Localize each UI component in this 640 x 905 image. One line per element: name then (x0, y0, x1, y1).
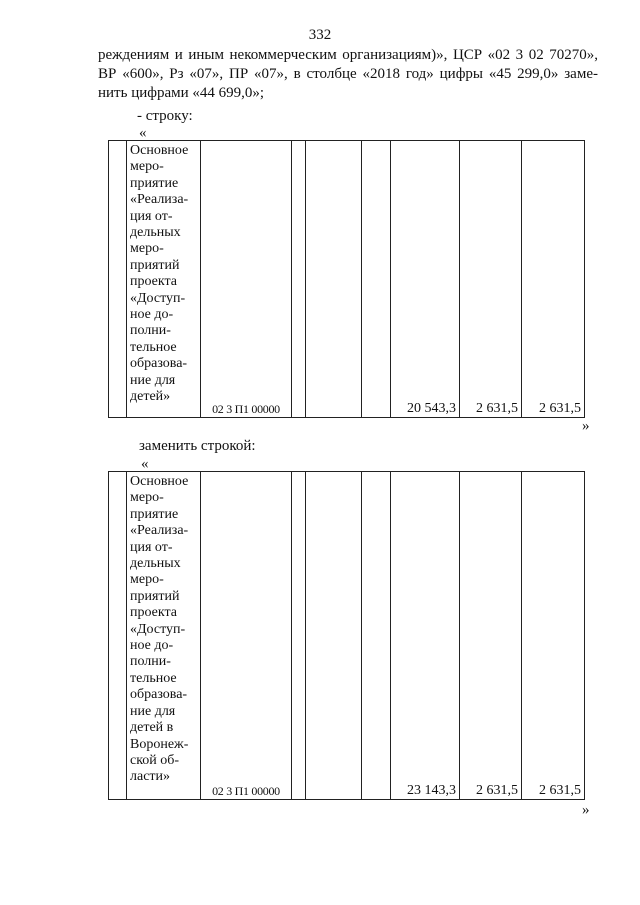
description-line: ние для (130, 703, 176, 719)
table-row (109, 472, 585, 800)
description-cell (127, 472, 201, 800)
empty-cell (362, 472, 391, 800)
description-line: Основное (130, 474, 189, 489)
opening-quote: « (141, 456, 149, 472)
description-line: дельных (130, 225, 181, 241)
value-2018-cell: 23 143,3 (391, 472, 460, 800)
closing-quote: » (582, 802, 590, 818)
description-line: ласти» (130, 769, 171, 785)
description-line: «Доступ- (130, 621, 186, 637)
description-line: приятие (130, 175, 179, 191)
empty-cell (292, 472, 306, 800)
value-2019-cell: 2 631,5 (460, 141, 522, 418)
intro-line: нить цифрами «44 699,0»; (98, 85, 265, 101)
description-line: ской об- (130, 752, 180, 768)
description-line: полни- (130, 654, 171, 670)
empty-cell (362, 141, 391, 418)
description-line: проекта (130, 274, 177, 290)
description-line: приятий (130, 257, 180, 273)
description-line: полни- (130, 323, 171, 339)
description-line: детей» (130, 389, 171, 405)
opening-quote: « (139, 125, 147, 141)
intro-paragraph (98, 46, 598, 103)
value-2020-cell: 2 631,5 (522, 141, 585, 418)
old-row-table (108, 140, 585, 418)
description-cell (127, 141, 201, 418)
description-line: ное до- (130, 307, 174, 323)
value-2020-cell: 2 631,5 (522, 472, 585, 800)
description-line: меро- (130, 241, 164, 257)
empty-cell (109, 472, 127, 800)
new-row-table (108, 471, 585, 800)
empty-cell (306, 141, 362, 418)
description-line: образова- (130, 687, 188, 703)
description-line: «Доступ- (130, 290, 186, 306)
page-number: 332 (308, 27, 332, 43)
description-line: меро- (130, 490, 164, 506)
empty-cell (109, 141, 127, 418)
value-2019-cell: 2 631,5 (460, 472, 522, 800)
description-line: ция от- (130, 208, 173, 224)
empty-cell (306, 472, 362, 800)
description-line: образова- (130, 356, 188, 372)
value-2018-cell: 20 543,3 (391, 141, 460, 418)
description-line: меро- (130, 159, 164, 175)
description-line: дельных (130, 556, 181, 572)
description-line: детей в (130, 720, 174, 736)
row-label: - строку: (137, 108, 193, 124)
intro-line: ВР «600», Рз «07», ПР «07», в столбце «2018 год» цифры «45 299,0» заме- (98, 66, 598, 82)
description-line: ное до- (130, 638, 174, 654)
description-line: тельное (130, 670, 177, 686)
empty-cell (292, 141, 306, 418)
closing-quote: » (582, 418, 590, 434)
code-cell: 02 3 П1 00000 (201, 472, 292, 800)
code-cell: 02 3 П1 00000 (201, 141, 292, 418)
description-line: «Реализа- (130, 192, 189, 208)
description-line: приятий (130, 588, 180, 604)
table-row (109, 141, 585, 418)
description-line: Воронеж- (130, 736, 189, 752)
description-line: ция от- (130, 539, 173, 555)
description-line: проекта (130, 605, 177, 621)
intro-line: реждениям и иным некоммерческим организациям)», ЦСР «02 3 02 70270», (98, 47, 598, 63)
description-line: тельное (130, 339, 177, 355)
replace-label: заменить строкой: (139, 438, 256, 454)
description-line: «Реализа- (130, 523, 189, 539)
description-line: Основное (130, 143, 189, 158)
description-line: меро- (130, 572, 164, 588)
description-line: ние для (130, 372, 176, 388)
description-line: приятие (130, 506, 179, 522)
